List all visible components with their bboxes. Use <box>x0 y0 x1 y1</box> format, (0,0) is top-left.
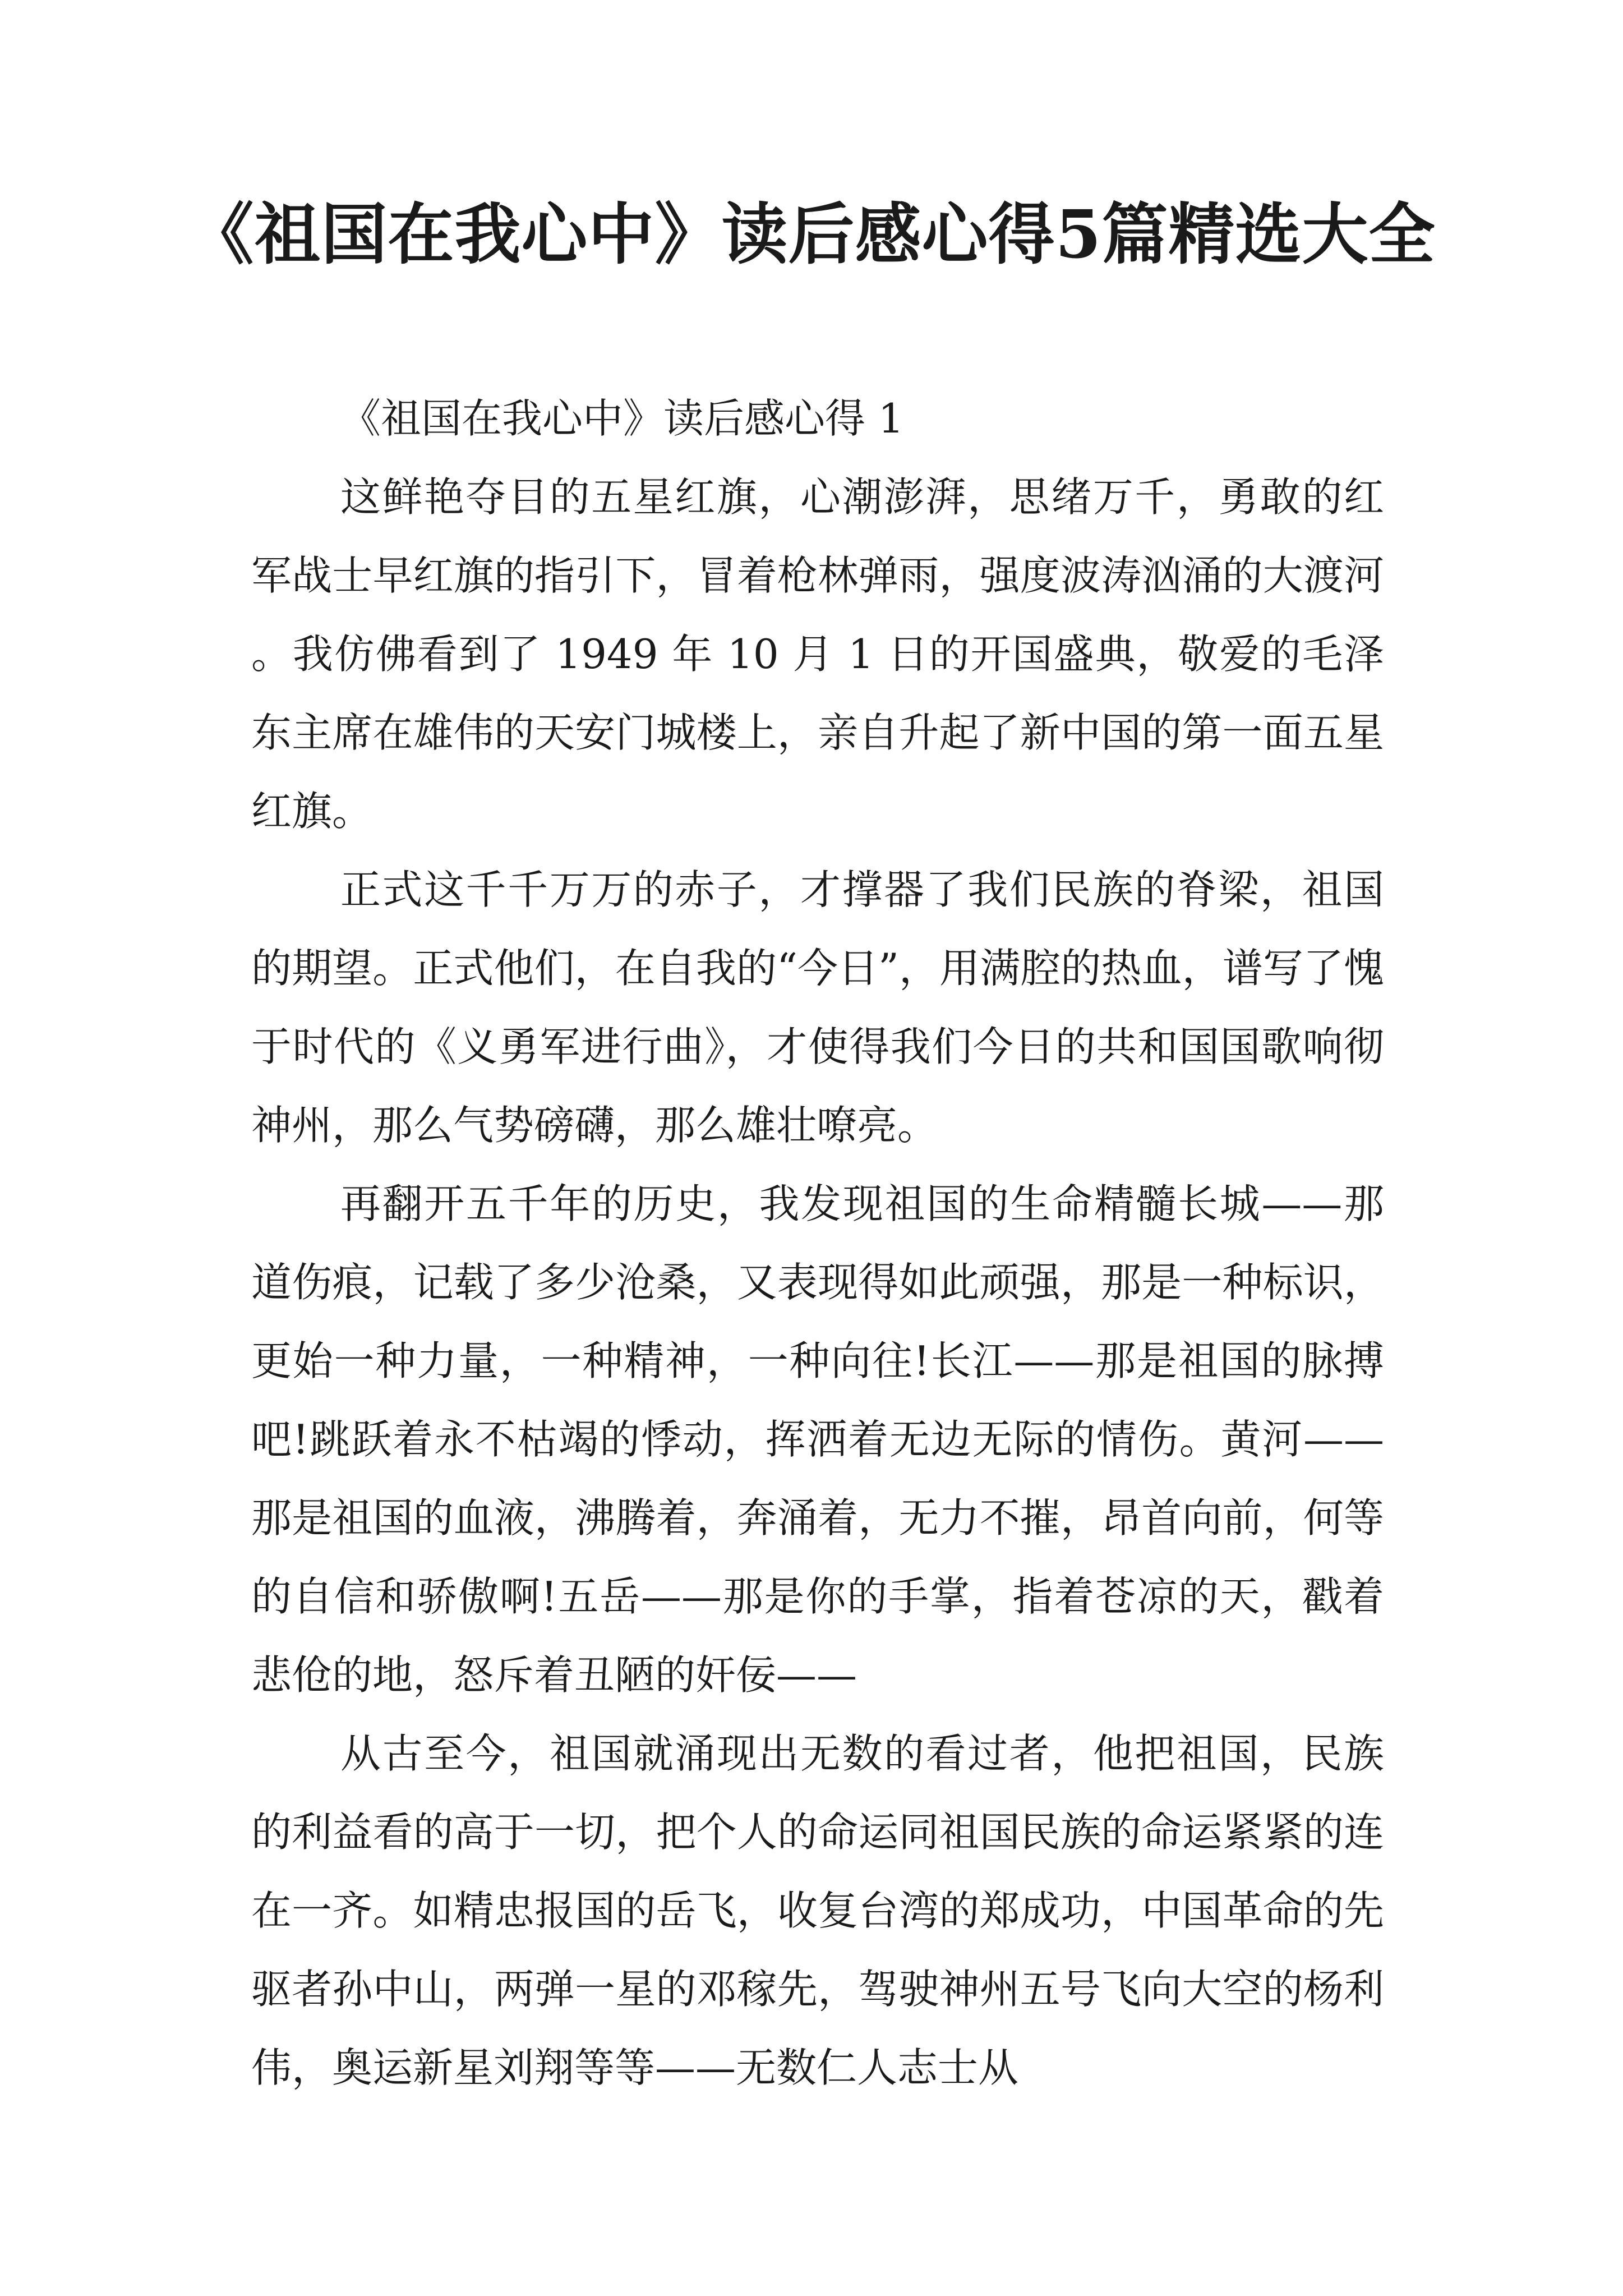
paragraph-2: 正式这千千万万的赤子，才撑器了我们民族的脊梁，祖国的期望。正式他们，在自我的“今日”，用满腔的热血，谱写了愧于时代的《义勇军进行曲》，才使得我们今日的共和国国歌响彻神州，那么气势磅礴，那么雄壮嘹亮。 <box>251 866 1384 1149</box>
paragraph-4: 从古至今，祖国就涌现出无数的看过者，他把祖国，民族的利益看的高于一切，把个人的命运同祖国民族的命运紧紧的连在一齐。如精忠报国的岳飞，收复台湾的郑成功，中国革命的先驱者孙中山，两弹一星的邓稼先，驾驶神州五号飞向大空的杨利伟，奥运新星刘翔等等——无数仁人志士从 <box>251 1730 1384 2091</box>
document-title: 《祖国在我心中》读后感心得5篇精选大全 <box>187 195 1436 273</box>
paragraph-1: 这鲜艳夺目的五星红旗，心潮澎湃，思绪万千，勇敢的红军战士早红旗的指引下，冒着枪林弹雨，强度波涛汹涌的大渡河。我仿佛看到了 1949 年 10 月 1 日的开国盛典，敬爱的毛泽东主席在雄伟的天安门城楼上，亲自升起了新中国的第一面五星红旗。 <box>251 473 1384 835</box>
section-heading: 《祖国在我心中》读后感心得 1 <box>340 395 904 442</box>
paragraph-3: 再翻开五千年的历史，我发现祖国的生命精髓长城——那道伤痕，记载了多少沧桑，又表现得如此顽强，那是一种标识，更始一种力量，一种精神，一种向往!长江——那是祖国的脉搏吧!跳跃着永不枯竭的悸动，挥洒着无边无际的情伤。黄河——那是祖国的血液，沸腾着，奔涌着，无力不摧，昂首向前，何等的自信和骄傲啊!五岳——那是你的手掌，指着苍凉的天，戳着悲伧的地，怒斥着丑陋的奸佞—— <box>251 1180 1384 1699</box>
document-body <box>251 379 1384 2107</box>
